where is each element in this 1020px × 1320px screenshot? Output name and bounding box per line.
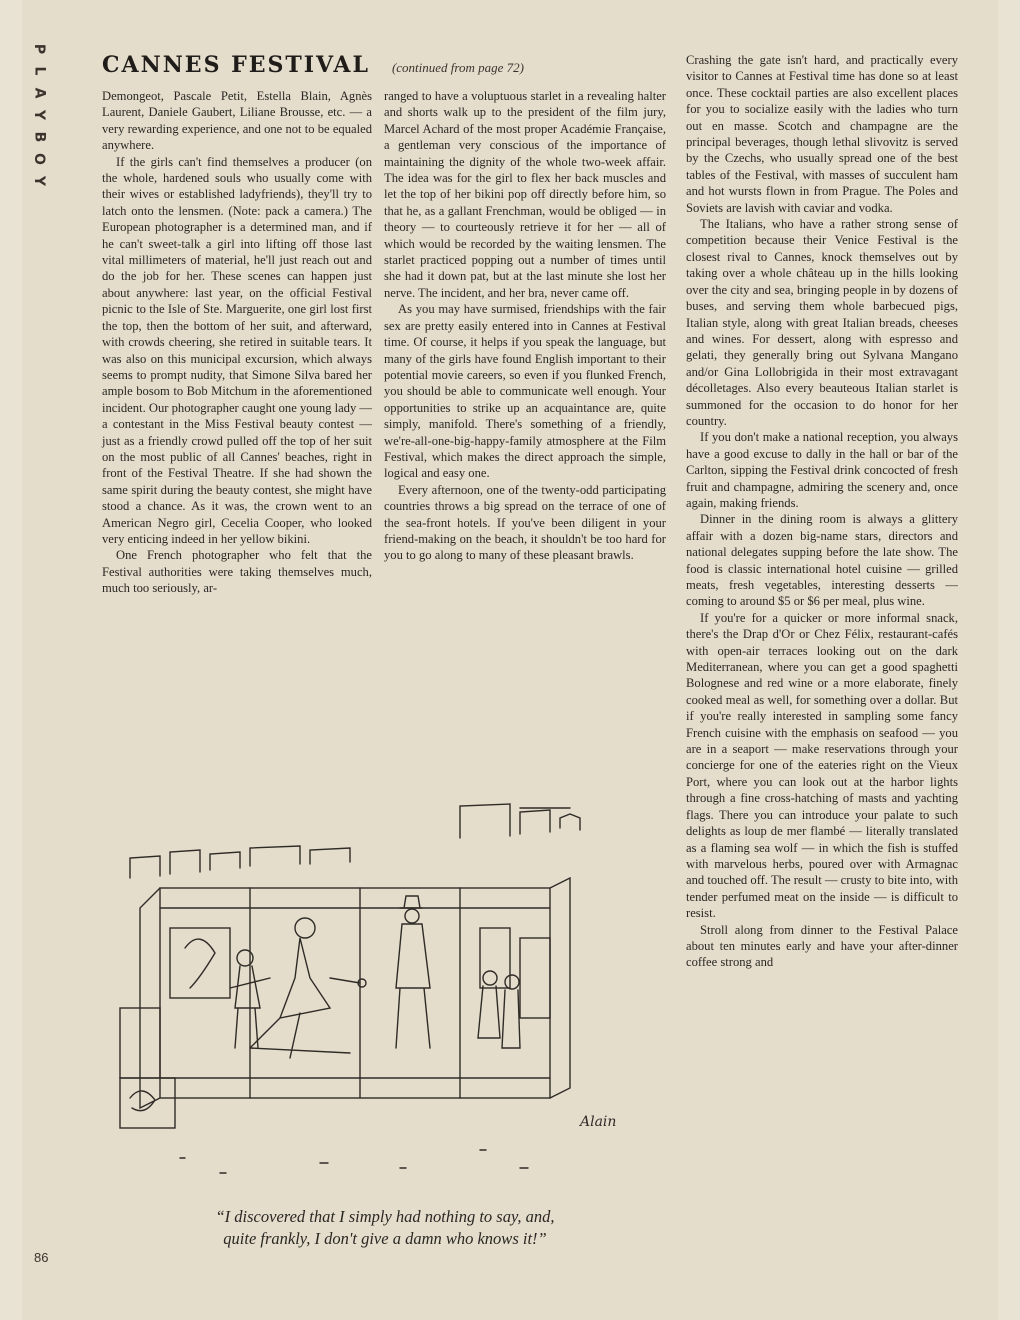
cartoon-illustration <box>100 778 660 1186</box>
spine-letter: B <box>30 131 47 143</box>
paragraph: Crashing the gate isn't hard, and practically every visitor to Cannes at Festival time has done so at least once. These cocktail parties are also excellent places for you to socialize easily with the ladies who turn out en masse. Scotch and champagne are the principal beverages, though lethal slivovitz is served by the Czechs, who usually spread one of the best tables of the Festival, with masses of succulent ham and hot wursts flown in from Prague. The Poles and Soviets are lavish with caviar and vodka. <box>686 53 958 215</box>
paragraph: If you don't make a national reception, you always have a good excuse to dally in the hall or bar of the Carlton, sipping the Festival drink concocted of fresh fruit and champagne, admiring the scenery and, once again, making friends. <box>686 430 958 510</box>
spine-letter: O <box>31 153 47 165</box>
spine-letter: Y <box>30 109 47 121</box>
paragraph: The Italians, who have a rather strong sense of competition because their Venice Festival is the closest rival to Cannes, knock themselves out by taking over a whole château up in the hills looking over the city and sea, bringing people in by dozens of buses, and serving them whole barbecued pigs, Italian style, along with great Italian breads, cheeses and wines. For dessert, along with espresso and gelati, they generally bring out Sylvana Mangano and/or Gina Lollobrigida in their most extravagant décolletages. Also every beauteous Italian starlet is summoned for the occasion to do honor for her country. <box>686 217 958 428</box>
spine-letter: L <box>30 66 47 76</box>
paragraph: As you may have surmised, friendships with the fair sex are pretty easily entered into in Cannes at Festival time. Of course, it helps if you speak the language, but many of the girls have found English important to their potential movie careers, so even if you flunked French, you should be able to communicate well enough. Your opportunities to strike up an acquaintance are, quite simply, manifold. There's something of a friendly, we're-all-one-big-happy-family atmosphere at the Film Festival, which makes the direct approach the simple, logical and easy one. <box>384 302 666 481</box>
text-column-3 <box>686 52 958 971</box>
page-number: 86 <box>34 1250 49 1265</box>
spine-letter: P <box>30 43 47 55</box>
paragraph: Stroll along from dinner to the Festival Palace about ten minutes early and have your after-dinner coffee strong and <box>686 922 958 970</box>
article-title: CANNES FESTIVAL <box>102 52 370 78</box>
paragraph: ranged to have a voluptuous starlet in a revealing halter and shorts walk up to the president of the film jury, Marcel Achard of the most proper Académie Française, a gentleman very conscious of the importance of maintaining the dignity of the whole two-week affair. The idea was for the girl to flex her back muscles and let the top of her bikini pop off directly before him, so that he, as a gallant Frenchman, would be obliged — in theory — to courteously retrieve it for her — all of which would be recorded by the waiting lensmen. The starlet practiced popping out a number of times until she had it down pat, but at the last minute she lost her nerve. The incident, and her bra, never came off. <box>384 89 666 300</box>
paragraph: Every afternoon, one of the twenty-odd participating countries throws a big spread on the terrace of one of the sea-front hotels. If you've been diligent in your friend-making on the beach, it shouldn't be too hard for you to go along to many of these pleasant brawls. <box>384 482 666 563</box>
continued-note: (continued from page 72) <box>391 60 524 75</box>
text-column-1 <box>102 88 372 597</box>
article-header <box>102 52 572 82</box>
paragraph: Dinner in the dining room is always a glittery affair with a dozen big-name stars, directors and national delegates supping before the late show. The food is classic international hotel cuisine — grilled meats, fresh vegetables, interesting desserts — coming to around $5 or $6 per meal, plus wine. <box>686 512 958 609</box>
caption-line: “I discovered that I simply had nothing to say, and, <box>215 1207 555 1226</box>
spine-letter: Y <box>30 175 47 187</box>
paragraph: Demongeot, Pascale Petit, Estella Blain, Agnès Laurent, Daniele Gaubert, Liliane Brousse, etc. — a very rewarding experience, and one not to be equaled anywhere. <box>102 89 372 153</box>
caption-line: quite frankly, I don't give a damn who knows it!” <box>223 1229 547 1248</box>
cartoon-caption <box>120 1206 650 1250</box>
spine-letter: A <box>31 87 47 99</box>
spine-title <box>30 38 48 192</box>
paragraph: One French photographer who felt that the Festival authorities were taking themselves much, much too seriously, ar- <box>102 548 372 596</box>
text-column-2 <box>384 88 666 564</box>
paragraph: If you're for a quicker or more informal snack, there's the Drap d'Or or Chez Félix, restaurant-cafés with open-air terraces looking out on the dark Mediterranean, where you can get a good spaghetti Bolognese and red wine or a more elaborate, finely cooked meal as well, for something over a dollar. But if you're really interested in sampling some fancy French cuisine with the emphasis on seafood — you are in a seaport — make reservations through your concierge for one of the eateries right on the Vieux Port, where you can look out at the harbor lights through a fine cross-hatching of masts and yachting flags. There you can introduce your palate to such delights as loup de mer flambé — literally translated as a flaming sea wolf — in which the fish is stuffed with marvelous herbs, poured over with Armagnac and touched off. The result — crusty to bite into, with tender perfumed meat on the inside — is difficult to resist. <box>686 610 958 921</box>
paragraph: If the girls can't find themselves a producer (on the whole, hardened souls who usually come with their wives or established ladyfriends), they'll try to latch onto the lensmen. (Note: pack a camera.) The European photographer is a determined man, and if he can't sweet-talk a girl into lifting off those last vital millimeters of material, he'll just reach out and do the job for her. These scenes can happen just about anywhere: last year, on the official Festival picnic to the Isle of Ste. Marguerite, one girl lost first the top, then the bottom of her suit, and afterward, with crowds cheering, she retired in suitable tears. It was also on this municipal excursion, which always seems to prompt nudity, that Simone Silva bared her ample bosom to Bob Mitchum in the aforementioned incident. Our photographer caught one young lady — a contestant in the Miss Festival beauty contest — just as a friendly crowd pulled off the top of her suit on the most public of all Cannes' beaches, right in front of the Festival Theatre. If she had shown the same spirit during the beauty contest, she might have stood a chance. As it was, the crown went to an American Negro girl, Cecelia Cooper, who looked very enticing indeed in her yellow bikini. <box>102 154 372 546</box>
cartoonist-signature: Alain <box>580 1114 617 1130</box>
